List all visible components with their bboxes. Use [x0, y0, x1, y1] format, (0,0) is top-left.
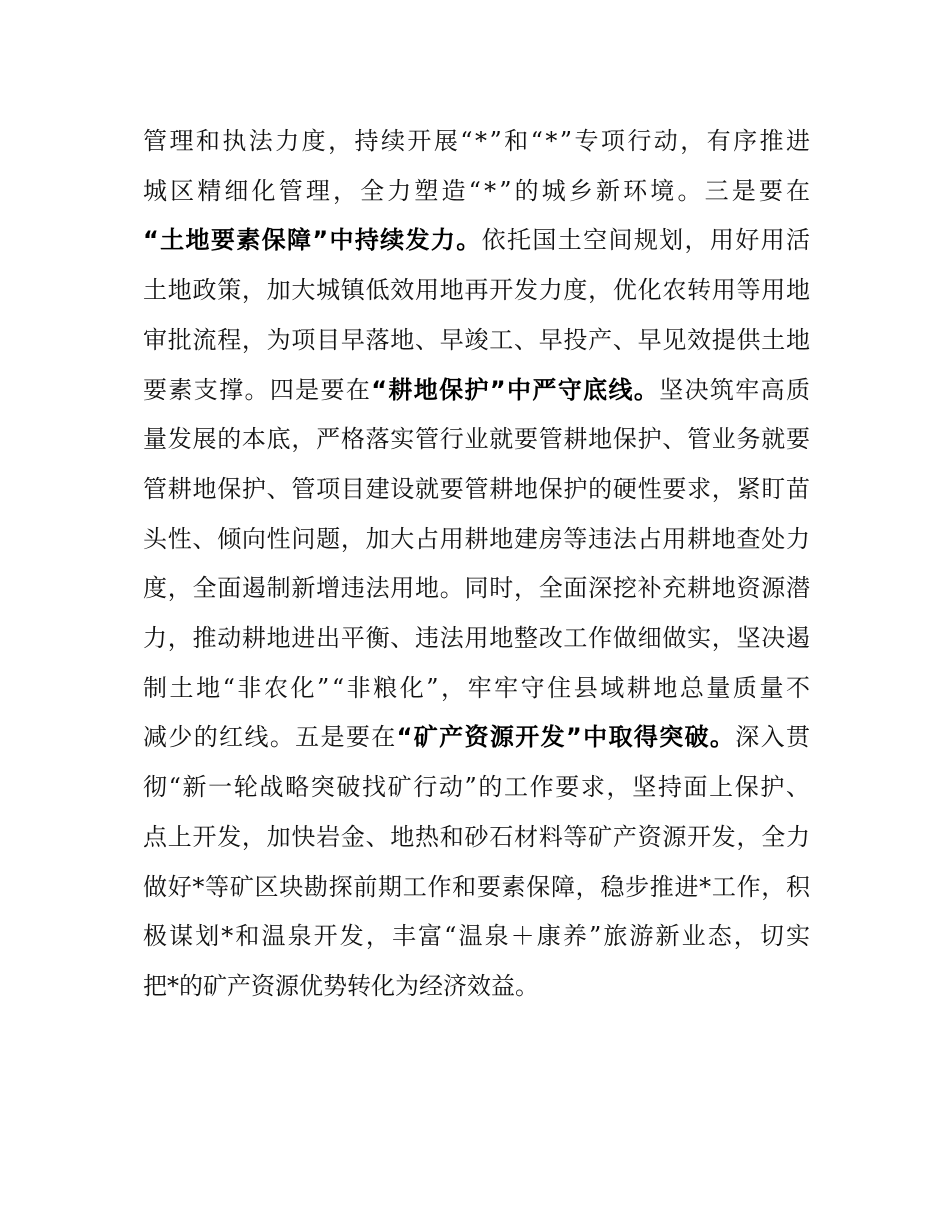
body-text-segment: 深入贯: [735, 723, 812, 752]
body-text-segment: 减少的红线。五是要在: [143, 723, 397, 752]
body-text-segment: 要素支撑。四是要在: [143, 375, 372, 404]
body-text-segment: 点上开发，加快岩金、地热和砂石材料等矿产资源开发，全力: [143, 822, 811, 851]
text-line: [143, 220, 811, 260]
body-text-segment: 审批流程，为项目早落地、早竣工、早投产、早见效提供土地: [143, 325, 811, 354]
text-line: [143, 469, 811, 509]
body-text-segment: 做好*等矿区块勘探前期工作和要素保障，稳步推进*工作，积: [143, 872, 811, 901]
text-line: [143, 717, 811, 757]
body-text-segment: 极谋划*和温泉开发，丰富“温泉＋康养”旅游新业态，切实: [143, 922, 813, 951]
text-line: [143, 419, 811, 459]
text-line: [143, 320, 811, 360]
text-line: [143, 370, 811, 410]
body-text-segment: 城区精细化管理，全力塑造“*”的城乡新环境。三是要在: [143, 176, 814, 205]
text-line: [143, 767, 812, 807]
body-text-segment: 头性、倾向性问题，加大占用耕地建房等违法占用耕地查处力: [143, 524, 811, 553]
body-text-segment: 坚决筑牢高质: [659, 375, 812, 404]
body-text-segment: 度，全面遏制新增违法用地。同时，全面深挖补充耕地资源潜: [143, 574, 811, 603]
text-line: [143, 618, 811, 658]
text-line: [143, 966, 539, 1006]
body-text-segment: 依托国土空间规划，用好用活: [481, 226, 812, 255]
text-line: [143, 817, 811, 857]
text-line: [143, 519, 811, 559]
body-text-segment: 制土地“非农化”“非粮化”，牢牢守住县域耕地总量质量不: [143, 673, 813, 702]
body-text-segment: 量发展的本底，严格落实管行业就要管耕地保护、管业务就要: [143, 425, 811, 454]
text-line: [143, 568, 811, 608]
body-text-segment: 把*的矿产资源优势转化为经济效益。: [143, 971, 539, 1000]
text-line: [143, 668, 813, 708]
body-text-segment: 管耕地保护、管项目建设就要管耕地保护的硬性要求，紧盯苗: [143, 474, 811, 503]
text-line: [143, 171, 813, 211]
bold-heading-text: “耕地保护”中严守底线。: [371, 375, 660, 404]
body-text-segment: 管理和执法力度，持续开展“*”和“*”专项行动，有序推进: [143, 127, 813, 155]
text-line: [143, 867, 811, 907]
text-line: [143, 270, 811, 310]
bold-heading-text: “土地要素保障”中持续发力。: [143, 226, 482, 255]
text-line: [143, 916, 812, 956]
body-text-segment: 力，推动耕地进出平衡、违法用地整改工作做细做实，坚决遏: [143, 624, 811, 652]
body-text-segment: 彻“新一轮战略突破找矿行动”的工作要求，坚持面上保护、: [143, 773, 812, 802]
bold-heading-text: “矿产资源开发”中取得突破。: [396, 723, 736, 752]
text-line: [143, 121, 812, 161]
body-text-segment: 土地政策，加大城镇低效用地再开发力度，优化农转用等用地: [143, 276, 811, 305]
